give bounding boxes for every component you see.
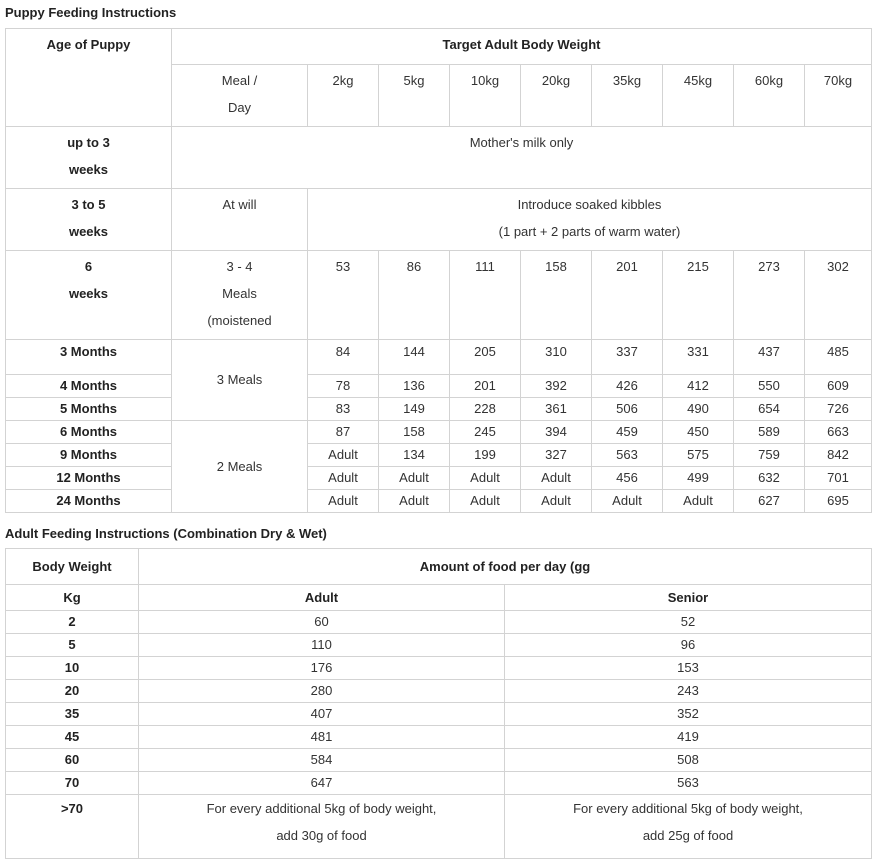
- age-up-to-3-weeks: up to 3 weeks: [6, 127, 172, 189]
- table-cell: 153: [505, 657, 872, 680]
- table-row: [6, 795, 872, 859]
- table-cell: Adult: [308, 490, 379, 513]
- table-cell: 199: [450, 444, 521, 467]
- table-cell: 243: [505, 680, 872, 703]
- weight-header-5kg: 5kg: [379, 65, 450, 127]
- table-row: [6, 749, 872, 772]
- table-cell: 149: [379, 398, 450, 421]
- table-cell: 589: [734, 421, 805, 444]
- table-cell: 481: [139, 726, 505, 749]
- table-cell: 726: [805, 398, 872, 421]
- meals-3-label: 3 Meals: [172, 340, 308, 421]
- table-row: [6, 421, 872, 444]
- table-cell: 426: [592, 375, 663, 398]
- table-cell: Adult: [592, 490, 663, 513]
- age-24-months: 24 Months: [6, 490, 172, 513]
- table-cell: Adult: [308, 444, 379, 467]
- adult-header: Adult: [139, 585, 505, 611]
- table-cell: 337: [592, 340, 663, 375]
- table-cell: 52: [505, 611, 872, 634]
- table-cell: Adult: [379, 490, 450, 513]
- table-cell: 584: [139, 749, 505, 772]
- target-weight-header: Target Adult Body Weight: [172, 29, 872, 65]
- table-cell: 508: [505, 749, 872, 772]
- table-cell: 5: [6, 634, 139, 657]
- table-cell: 459: [592, 421, 663, 444]
- weight-header-2kg: 2kg: [308, 65, 379, 127]
- table-cell: >70: [6, 795, 139, 859]
- weight-header-70kg: 70kg: [805, 65, 872, 127]
- table-cell: Adult: [450, 467, 521, 490]
- table-cell: 419: [505, 726, 872, 749]
- table-row: [6, 680, 872, 703]
- table-cell: 2: [6, 611, 139, 634]
- table-cell: 45: [6, 726, 139, 749]
- table-cell: 499: [663, 467, 734, 490]
- table-cell: 273: [734, 251, 805, 340]
- table-cell: 563: [505, 772, 872, 795]
- age-3-to-5-weeks: 3 to 5 weeks: [6, 189, 172, 251]
- table-cell: 302: [805, 251, 872, 340]
- table-cell: 245: [450, 421, 521, 444]
- weight-header-20kg: 20kg: [521, 65, 592, 127]
- table-cell: 20: [6, 680, 139, 703]
- age-4-months: 4 Months: [6, 375, 172, 398]
- table-row: [6, 444, 872, 467]
- table-cell: 86: [379, 251, 450, 340]
- age-5-months: 5 Months: [6, 398, 172, 421]
- weight-header-10kg: 10kg: [450, 65, 521, 127]
- table-cell: 450: [663, 421, 734, 444]
- puppy-feeding-title: Puppy Feeding Instructions: [5, 5, 177, 20]
- table-cell: 663: [805, 421, 872, 444]
- table-cell: 331: [663, 340, 734, 375]
- table-cell: 632: [734, 467, 805, 490]
- body-weight-header: Body Weight: [6, 549, 139, 585]
- age-of-puppy-header: Age of Puppy: [6, 29, 172, 127]
- table-cell: Adult: [450, 490, 521, 513]
- table-cell: 506: [592, 398, 663, 421]
- table-cell: 70: [6, 772, 139, 795]
- table-cell: 654: [734, 398, 805, 421]
- weight-header-60kg: 60kg: [734, 65, 805, 127]
- table-cell: 352: [505, 703, 872, 726]
- adult-feeding-table: [5, 548, 872, 859]
- table-row: [6, 375, 872, 398]
- table-cell: 695: [805, 490, 872, 513]
- table-cell: 136: [379, 375, 450, 398]
- table-cell: 78: [308, 375, 379, 398]
- table-row: [6, 490, 872, 513]
- table-cell: 228: [450, 398, 521, 421]
- table-cell: Adult: [379, 467, 450, 490]
- table-cell: 394: [521, 421, 592, 444]
- table-cell: 176: [139, 657, 505, 680]
- table-row: [6, 772, 872, 795]
- table-cell: 456: [592, 467, 663, 490]
- mothers-milk-note: Mother's milk only: [172, 127, 872, 189]
- puppy-feeding-table: [5, 28, 872, 513]
- age-6-months: 6 Months: [6, 421, 172, 444]
- table-cell: 215: [663, 251, 734, 340]
- senior-header: Senior: [505, 585, 872, 611]
- table-row: [6, 634, 872, 657]
- table-row: [6, 398, 872, 421]
- table-cell: Adult: [521, 490, 592, 513]
- table-cell: 575: [663, 444, 734, 467]
- table-cell: 407: [139, 703, 505, 726]
- table-cell: 144: [379, 340, 450, 375]
- table-cell: 412: [663, 375, 734, 398]
- meal-per-day-header: Meal / Day: [172, 65, 308, 127]
- table-cell: For every additional 5kg of body weight, add 30g of food: [139, 795, 505, 859]
- table-cell: 201: [592, 251, 663, 340]
- table-row: [6, 703, 872, 726]
- table-cell: Adult: [308, 467, 379, 490]
- table-cell: 437: [734, 340, 805, 375]
- table-cell: 842: [805, 444, 872, 467]
- table-row: [6, 726, 872, 749]
- table-cell: 392: [521, 375, 592, 398]
- table-cell: 84: [308, 340, 379, 375]
- weight-header-45kg: 45kg: [663, 65, 734, 127]
- table-cell: 134: [379, 444, 450, 467]
- meal-3-4-moistened: 3 - 4 Meals (moistened: [172, 251, 308, 340]
- table-cell: For every additional 5kg of body weight, add 25g of food: [505, 795, 872, 859]
- table-cell: 10: [6, 657, 139, 680]
- table-row: [6, 467, 872, 490]
- table-cell: 701: [805, 467, 872, 490]
- table-cell: 485: [805, 340, 872, 375]
- table-cell: 327: [521, 444, 592, 467]
- table-row: [6, 657, 872, 680]
- table-cell: 361: [521, 398, 592, 421]
- table-cell: 609: [805, 375, 872, 398]
- table-cell: 490: [663, 398, 734, 421]
- table-cell: 647: [139, 772, 505, 795]
- table-cell: 60: [6, 749, 139, 772]
- table-cell: 158: [521, 251, 592, 340]
- table-cell: 550: [734, 375, 805, 398]
- table-cell: 87: [308, 421, 379, 444]
- age-3-months: 3 Months: [6, 340, 172, 375]
- soaked-kibbles-note: Introduce soaked kibbles (1 part + 2 parts of warm water): [308, 189, 872, 251]
- meals-2-label: 2 Meals: [172, 421, 308, 513]
- table-cell: 60: [139, 611, 505, 634]
- adult-feeding-title: Adult Feeding Instructions (Combination Dry & Wet): [5, 526, 327, 541]
- table-cell: 310: [521, 340, 592, 375]
- table-cell: 35: [6, 703, 139, 726]
- kg-header: Kg: [6, 585, 139, 611]
- table-cell: Adult: [663, 490, 734, 513]
- table-cell: 280: [139, 680, 505, 703]
- age-12-months: 12 Months: [6, 467, 172, 490]
- table-cell: 563: [592, 444, 663, 467]
- table-row: [6, 340, 872, 375]
- meal-at-will: At will: [172, 189, 308, 251]
- table-cell: 83: [308, 398, 379, 421]
- table-cell: 53: [308, 251, 379, 340]
- amount-per-day-header: Amount of food per day (gg: [139, 549, 872, 585]
- age-9-months: 9 Months: [6, 444, 172, 467]
- table-cell: 158: [379, 421, 450, 444]
- table-cell: 96: [505, 634, 872, 657]
- age-6-weeks: 6 weeks: [6, 251, 172, 340]
- table-row: [6, 611, 872, 634]
- table-cell: 111: [450, 251, 521, 340]
- table-cell: 110: [139, 634, 505, 657]
- table-cell: 627: [734, 490, 805, 513]
- table-cell: 759: [734, 444, 805, 467]
- table-cell: Adult: [521, 467, 592, 490]
- table-cell: 201: [450, 375, 521, 398]
- table-cell: 205: [450, 340, 521, 375]
- weight-header-35kg: 35kg: [592, 65, 663, 127]
